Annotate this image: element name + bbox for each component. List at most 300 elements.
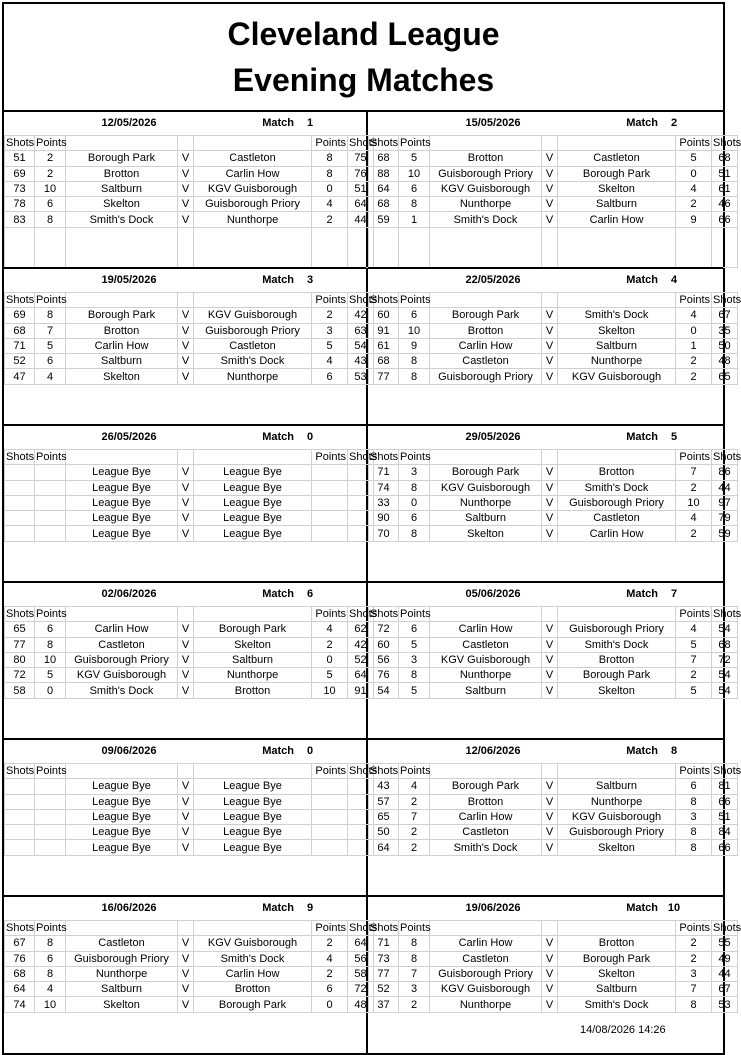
fixture-row — [5, 668, 374, 683]
home-team: Skelton — [66, 997, 178, 1012]
home-shots: 80 — [5, 652, 35, 667]
home-shots: 33 — [369, 495, 399, 510]
away-team: Skelton — [194, 637, 312, 652]
fixture-row — [5, 825, 374, 840]
versus-marker: V — [542, 622, 558, 637]
away-team: Brotton — [194, 982, 312, 997]
away-team: Smith's Dock — [194, 951, 312, 966]
home-points: 2 — [399, 840, 430, 855]
away-team: Nunthorpe — [194, 369, 312, 384]
match-label: Match — [626, 117, 658, 129]
home-points: 8 — [399, 354, 430, 369]
match-header — [4, 112, 366, 134]
versus-marker: V — [178, 181, 194, 196]
home-points — [35, 825, 66, 840]
fixture-row — [5, 652, 374, 667]
fixture-row — [369, 668, 738, 683]
home-shots-header: Shots — [370, 294, 399, 307]
home-shots — [5, 526, 35, 541]
away-shots: 62 — [348, 622, 374, 637]
away-points: 4 — [676, 511, 712, 526]
away-team: Smith's Dock — [558, 308, 676, 323]
home-points: 6 — [399, 181, 430, 196]
versus-marker: V — [178, 622, 194, 637]
away-shots: 72 — [712, 652, 738, 667]
home-shots: 37 — [369, 997, 399, 1012]
versus-marker: V — [542, 465, 558, 480]
home-team: League Bye — [66, 794, 178, 809]
fixture-row — [5, 323, 374, 338]
away-points: 2 — [312, 212, 348, 227]
match-label: Match — [262, 745, 294, 757]
away-points: 8 — [676, 825, 712, 840]
printed-timestamp: 14/08/2026 14:26 — [580, 1024, 666, 1036]
home-points: 8 — [399, 951, 430, 966]
versus-marker: V — [178, 197, 194, 212]
versus-marker: V — [178, 495, 194, 510]
match-block — [4, 581, 378, 740]
home-points: 8 — [399, 668, 430, 683]
away-points: 5 — [312, 668, 348, 683]
match-block — [368, 581, 741, 740]
away-shots: 79 — [712, 511, 738, 526]
home-team: Borough Park — [430, 465, 542, 480]
away-points — [312, 465, 348, 480]
home-team: League Bye — [66, 511, 178, 526]
match-date: 09/06/2026 — [101, 745, 157, 757]
home-points: 8 — [399, 526, 430, 541]
away-team: Borough Park — [558, 166, 676, 181]
away-points-header: Points — [312, 136, 348, 151]
away-team: Borough Park — [558, 668, 676, 683]
home-points — [35, 794, 66, 809]
away-team: KGV Guisborough — [194, 936, 312, 951]
home-points: 7 — [399, 966, 430, 981]
away-team: League Bye — [194, 779, 312, 794]
versus-marker: V — [542, 212, 558, 227]
home-team: Carlin How — [430, 809, 542, 824]
home-team: Brotton — [430, 323, 542, 338]
column-header-row — [5, 136, 374, 151]
column-header-row — [5, 450, 374, 465]
home-shots: 61 — [369, 338, 399, 353]
versus-marker: V — [178, 951, 194, 966]
home-shots: 77 — [369, 966, 399, 981]
fixture-row — [5, 338, 374, 353]
match-header — [4, 897, 366, 919]
away-team: Saltburn — [558, 982, 676, 997]
home-shots: 56 — [369, 652, 399, 667]
away-points-header: Points — [676, 764, 712, 779]
away-points: 2 — [676, 951, 712, 966]
fixture-row — [5, 212, 374, 227]
home-team: Saltburn — [66, 982, 178, 997]
fixture-row — [369, 151, 738, 166]
away-team: Skelton — [558, 181, 676, 196]
away-team: League Bye — [194, 840, 312, 855]
versus-marker: V — [542, 794, 558, 809]
away-points — [312, 840, 348, 855]
home-points: 2 — [399, 794, 430, 809]
home-team: Carlin How — [430, 338, 542, 353]
home-shots: 60 — [369, 308, 399, 323]
away-team: Skelton — [558, 840, 676, 855]
away-shots: 54 — [712, 668, 738, 683]
away-points: 2 — [676, 369, 712, 384]
home-points: 8 — [399, 936, 430, 951]
match-block — [368, 895, 741, 1054]
home-team: Nunthorpe — [430, 197, 542, 212]
away-shots-header: Shots — [349, 294, 378, 307]
away-shots: 58 — [348, 966, 374, 981]
home-points: 10 — [399, 323, 430, 338]
away-team: Saltburn — [558, 197, 676, 212]
home-shots — [5, 794, 35, 809]
home-shots: 69 — [5, 308, 35, 323]
fixture-row — [5, 982, 374, 997]
fixture-row — [369, 652, 738, 667]
home-shots: 68 — [5, 966, 35, 981]
fixture-row — [5, 997, 374, 1012]
match-date: 15/05/2026 — [465, 117, 521, 129]
title-line-1: Cleveland League — [227, 16, 500, 52]
match-label: Match — [262, 902, 294, 914]
away-shots: 68 — [712, 637, 738, 652]
away-points: 2 — [676, 668, 712, 683]
column-header-row — [369, 921, 738, 936]
home-points-header: Points — [36, 765, 67, 778]
home-team: Smith's Dock — [430, 212, 542, 227]
home-shots: 68 — [369, 151, 399, 166]
away-shots: 50 — [712, 338, 738, 353]
away-team: Borough Park — [194, 997, 312, 1012]
away-team: Carlin How — [558, 212, 676, 227]
home-shots: 58 — [5, 683, 35, 698]
home-team: Nunthorpe — [66, 966, 178, 981]
match-block — [368, 738, 741, 897]
away-team: League Bye — [194, 511, 312, 526]
away-shots: 54 — [712, 622, 738, 637]
away-points-header: Points — [676, 607, 712, 622]
home-points: 0 — [399, 495, 430, 510]
home-points: 10 — [399, 166, 430, 181]
fixture-row — [369, 465, 738, 480]
column-header-row — [369, 450, 738, 465]
away-points: 5 — [312, 338, 348, 353]
fixture-row — [369, 181, 738, 196]
fixture-row — [369, 936, 738, 951]
column-header-row — [5, 293, 374, 308]
home-shots-header: Shots — [370, 765, 399, 778]
versus-marker: V — [178, 637, 194, 652]
away-team: Saltburn — [194, 652, 312, 667]
home-shots: 65 — [369, 809, 399, 824]
home-points: 8 — [35, 308, 66, 323]
away-shots: 66 — [712, 212, 738, 227]
home-shots: 57 — [369, 794, 399, 809]
away-team: League Bye — [194, 794, 312, 809]
column-header-row — [5, 921, 374, 936]
fixture-row — [5, 480, 374, 495]
versus-marker: V — [178, 997, 194, 1012]
home-shots: 50 — [369, 825, 399, 840]
away-team: League Bye — [194, 495, 312, 510]
match-date: 12/06/2026 — [465, 745, 521, 757]
home-shots: 43 — [369, 779, 399, 794]
home-team: Brotton — [430, 794, 542, 809]
home-shots: 52 — [5, 354, 35, 369]
home-shots: 77 — [369, 369, 399, 384]
away-points: 5 — [676, 683, 712, 698]
title-line-2: Evening Matches — [232, 62, 495, 98]
match-block — [4, 267, 378, 426]
home-points — [35, 480, 66, 495]
column-header-row — [369, 607, 738, 622]
versus-marker: V — [542, 637, 558, 652]
away-points: 2 — [312, 936, 348, 951]
column-header-row — [5, 607, 374, 622]
home-shots — [5, 825, 35, 840]
match-number: 5 — [670, 431, 678, 443]
home-shots-header: Shots — [370, 608, 399, 621]
fixture-row — [369, 323, 738, 338]
versus-marker: V — [542, 480, 558, 495]
away-shots: 75 — [348, 151, 374, 166]
away-points: 8 — [312, 166, 348, 181]
home-team: Saltburn — [66, 181, 178, 196]
away-team: Nunthorpe — [558, 354, 676, 369]
fixture-row — [5, 369, 374, 384]
home-team: Carlin How — [66, 338, 178, 353]
away-points — [312, 779, 348, 794]
home-points — [35, 465, 66, 480]
fixture-row — [369, 622, 738, 637]
home-team: Castleton — [430, 951, 542, 966]
away-team: KGV Guisborough — [558, 369, 676, 384]
versus-marker: V — [178, 652, 194, 667]
versus-marker: V — [542, 511, 558, 526]
away-points: 4 — [676, 181, 712, 196]
away-shots: 64 — [348, 197, 374, 212]
home-team: Carlin How — [430, 936, 542, 951]
home-team: League Bye — [66, 480, 178, 495]
home-shots-header: Shots — [6, 922, 35, 935]
away-shots: 76 — [348, 166, 374, 181]
away-points: 9 — [676, 212, 712, 227]
away-shots: 72 — [348, 982, 374, 997]
away-team: Brotton — [194, 683, 312, 698]
fixture-row — [5, 308, 374, 323]
away-team: League Bye — [194, 825, 312, 840]
away-points-header: Points — [676, 293, 712, 308]
away-points — [312, 809, 348, 824]
home-team: Guisborough Priory — [430, 369, 542, 384]
away-team: Borough Park — [558, 951, 676, 966]
away-shots-header: Shots — [349, 137, 378, 150]
away-team: Saltburn — [558, 779, 676, 794]
away-shots: 53 — [348, 369, 374, 384]
away-points: 2 — [312, 966, 348, 981]
home-points: 8 — [399, 480, 430, 495]
away-shots: 48 — [348, 997, 374, 1012]
home-points: 2 — [399, 997, 430, 1012]
home-points: 4 — [35, 982, 66, 997]
match-header — [368, 426, 730, 448]
home-shots: 74 — [369, 480, 399, 495]
fixture-row — [5, 354, 374, 369]
fixture-row — [5, 683, 374, 698]
home-points: 8 — [399, 369, 430, 384]
home-team: League Bye — [66, 526, 178, 541]
fixture-row — [369, 840, 738, 855]
match-header — [368, 269, 730, 291]
home-team: Skelton — [66, 197, 178, 212]
home-points: 10 — [35, 652, 66, 667]
home-team: Skelton — [430, 526, 542, 541]
home-team: Nunthorpe — [430, 495, 542, 510]
away-shots-header: Shots — [349, 451, 378, 464]
home-team: Saltburn — [430, 683, 542, 698]
fixture-row — [5, 526, 374, 541]
away-points: 10 — [676, 495, 712, 510]
away-shots: 44 — [712, 480, 738, 495]
match-table — [368, 606, 741, 699]
away-points-header: Points — [676, 136, 712, 151]
away-team: Guisborough Priory — [194, 197, 312, 212]
away-shots: 42 — [348, 637, 374, 652]
fixture-row — [5, 951, 374, 966]
away-team: Castleton — [558, 151, 676, 166]
away-team: Skelton — [558, 966, 676, 981]
away-points: 5 — [676, 637, 712, 652]
home-points: 6 — [35, 354, 66, 369]
home-points: 7 — [35, 323, 66, 338]
match-header — [368, 583, 730, 605]
home-points: 6 — [399, 308, 430, 323]
away-shots-header: Shots — [349, 922, 378, 935]
home-team: League Bye — [66, 465, 178, 480]
fixture-row — [369, 354, 738, 369]
away-team: Carlin How — [558, 526, 676, 541]
away-team: League Bye — [194, 480, 312, 495]
home-points-header: Points — [400, 922, 431, 935]
home-shots-header: Shots — [6, 451, 35, 464]
away-points: 1 — [676, 338, 712, 353]
away-points-header: Points — [676, 921, 712, 936]
home-shots-header: Shots — [6, 294, 35, 307]
away-team: Guisborough Priory — [558, 622, 676, 637]
home-points-header: Points — [400, 765, 431, 778]
away-points: 6 — [312, 369, 348, 384]
fixture-row — [369, 480, 738, 495]
away-shots: 84 — [712, 825, 738, 840]
fixture-row — [5, 779, 374, 794]
home-points: 2 — [35, 151, 66, 166]
match-table — [4, 763, 378, 856]
home-shots: 74 — [5, 997, 35, 1012]
away-shots: 51 — [712, 166, 738, 181]
home-shots: 88 — [369, 166, 399, 181]
home-team: KGV Guisborough — [430, 982, 542, 997]
match-table — [368, 135, 741, 268]
away-points — [312, 526, 348, 541]
match-number: 2 — [670, 117, 678, 129]
away-points: 2 — [312, 637, 348, 652]
match-number: 3 — [306, 274, 314, 286]
home-team: League Bye — [66, 825, 178, 840]
away-points: 4 — [312, 622, 348, 637]
versus-marker: V — [542, 809, 558, 824]
away-shots: 63 — [348, 323, 374, 338]
versus-marker: V — [178, 809, 194, 824]
home-team: Guisborough Priory — [66, 951, 178, 966]
away-team: Smith's Dock — [558, 480, 676, 495]
home-team: Smith's Dock — [430, 840, 542, 855]
away-team: Smith's Dock — [558, 637, 676, 652]
away-points: 6 — [676, 779, 712, 794]
home-points: 6 — [35, 951, 66, 966]
home-shots: 64 — [369, 181, 399, 196]
column-header-row — [369, 764, 738, 779]
home-team: KGV Guisborough — [66, 668, 178, 683]
away-points: 6 — [312, 982, 348, 997]
away-points: 2 — [676, 526, 712, 541]
match-date: 19/06/2026 — [465, 902, 521, 914]
away-team: Borough Park — [194, 622, 312, 637]
fixture-row — [369, 308, 738, 323]
away-team: KGV Guisborough — [558, 809, 676, 824]
away-points: 8 — [676, 794, 712, 809]
home-points-header: Points — [36, 294, 67, 307]
away-points: 8 — [676, 997, 712, 1012]
versus-marker: V — [542, 495, 558, 510]
fixture-row — [369, 338, 738, 353]
home-shots: 72 — [5, 668, 35, 683]
versus-marker: V — [178, 966, 194, 981]
home-team: Brotton — [66, 323, 178, 338]
away-points: 2 — [676, 480, 712, 495]
match-header — [4, 583, 366, 605]
home-team: League Bye — [66, 779, 178, 794]
match-table — [368, 920, 741, 1013]
versus-marker: V — [542, 166, 558, 181]
home-team: Brotton — [430, 151, 542, 166]
versus-marker: V — [178, 166, 194, 181]
match-date: 26/05/2026 — [101, 431, 157, 443]
fixture-row — [369, 779, 738, 794]
away-points-header: Points — [312, 921, 348, 936]
away-shots: 56 — [348, 951, 374, 966]
home-points-header: Points — [36, 451, 67, 464]
home-team: Castleton — [430, 354, 542, 369]
away-team: Brotton — [558, 652, 676, 667]
home-team: Smith's Dock — [66, 212, 178, 227]
away-team: Brotton — [558, 465, 676, 480]
away-shots: 66 — [712, 794, 738, 809]
home-shots: 70 — [369, 526, 399, 541]
home-shots: 51 — [5, 151, 35, 166]
away-points: 2 — [312, 308, 348, 323]
home-points: 8 — [35, 936, 66, 951]
home-points-header: Points — [36, 922, 67, 935]
fixture-row — [369, 212, 738, 227]
home-shots: 65 — [5, 622, 35, 637]
away-shots: 43 — [348, 354, 374, 369]
match-number: 0 — [306, 745, 314, 757]
versus-marker: V — [542, 323, 558, 338]
away-points: 7 — [676, 652, 712, 667]
away-team: League Bye — [194, 465, 312, 480]
